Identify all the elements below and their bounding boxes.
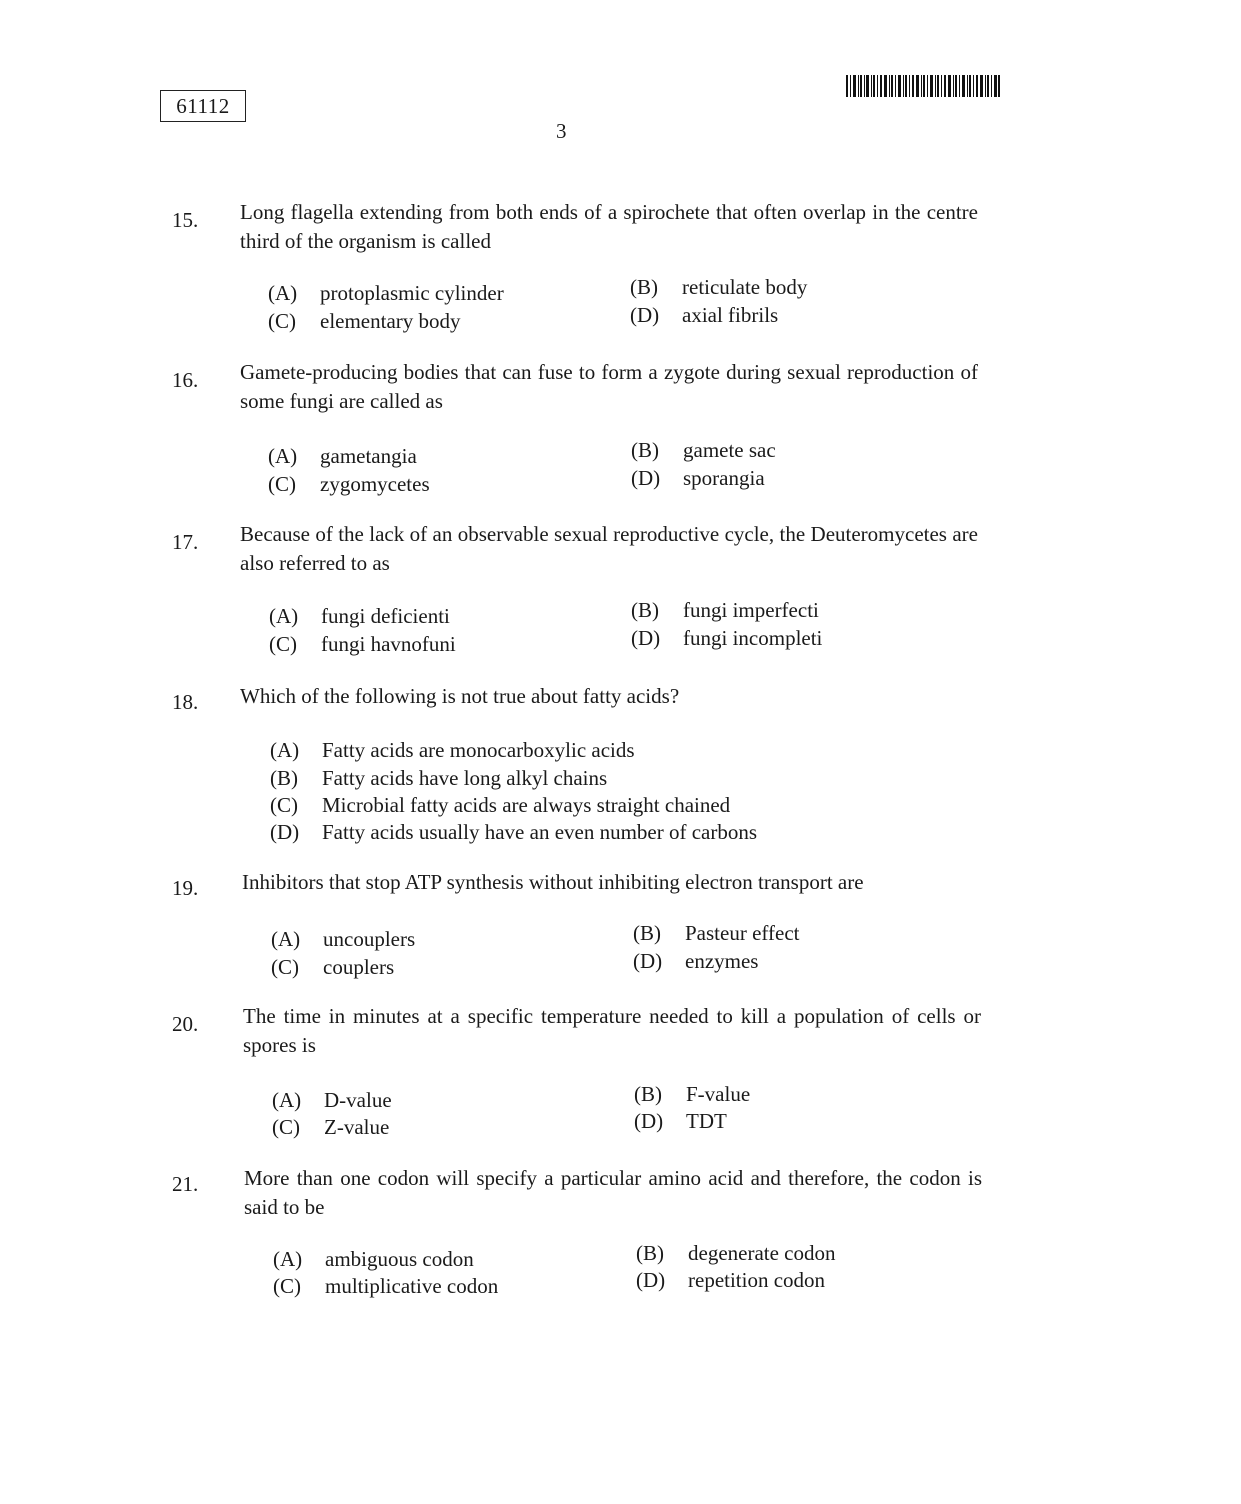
paper-code-box: 61112 [160, 90, 246, 122]
question-text: Which of the following is not true about fatty acids? [240, 684, 680, 708]
option-d [630, 303, 778, 328]
option-a [268, 444, 417, 469]
option-text: enzymes [685, 949, 759, 973]
option-label: (A) [268, 281, 298, 305]
option-b [631, 438, 776, 463]
option-label: (C) [268, 472, 296, 496]
option-label: (D) [634, 1109, 664, 1133]
option-d [631, 466, 765, 491]
option-text: Microbial fatty acids are always straight chained [322, 793, 731, 817]
option-b [636, 1241, 836, 1266]
option-text: gametangia [320, 444, 417, 468]
option-text: fungi imperfecti [683, 598, 819, 622]
option-b [633, 921, 799, 946]
question-text: Because of the lack of an observable sexual reproductive cycle, the Deuteromycetes are also referred to as [240, 522, 978, 575]
option-label: (A) [269, 604, 299, 628]
option-d [633, 949, 758, 974]
option-label: (D) [636, 1268, 666, 1292]
option-d [634, 1109, 727, 1134]
option-text: gamete sac [683, 438, 776, 462]
question-text: More than one codon will specify a particular amino acid and therefore, the codon is said to be [244, 1166, 982, 1219]
option-a [272, 1088, 392, 1113]
option-d [636, 1268, 825, 1293]
question-number: 15. [172, 208, 199, 232]
question-number: 18. [172, 690, 199, 714]
option-a [270, 738, 635, 763]
option-c [268, 309, 461, 334]
option-text: ambiguous codon [325, 1247, 474, 1271]
option-c [271, 955, 394, 980]
page-number: 3 [556, 119, 567, 143]
option-text: Fatty acids usually have an even number of carbons [322, 820, 758, 844]
option-label: (A) [268, 444, 298, 468]
option-text: reticulate body [682, 275, 808, 299]
option-label: (D) [270, 820, 300, 844]
question-number: 19. [172, 876, 199, 900]
option-text: F-value [686, 1082, 751, 1106]
option-label: (C) [270, 793, 298, 817]
option-a [271, 927, 415, 952]
question-text: Gamete-producing bodies that can fuse to form a zygote during sexual reproduction of some fungi are called as [240, 360, 978, 413]
option-b [631, 598, 819, 623]
option-text: Z-value [324, 1115, 390, 1139]
option-label: (A) [272, 1088, 302, 1112]
option-label: (B) [630, 275, 658, 299]
option-a [273, 1247, 474, 1272]
option-text: fungi deficienti [321, 604, 450, 628]
option-d [631, 626, 822, 651]
option-c [268, 472, 430, 497]
question-text: The time in minutes at a specific temperature needed to kill a population of cells or spores is [243, 1004, 981, 1057]
option-label: (B) [633, 921, 661, 945]
option-text: repetition codon [688, 1268, 826, 1292]
option-text: sporangia [683, 466, 765, 490]
option-b [270, 766, 607, 791]
option-text: Fatty acids have long alkyl chains [322, 766, 608, 790]
option-label: (B) [631, 598, 659, 622]
option-label: (A) [271, 927, 301, 951]
option-text: protoplasmic cylinder [320, 281, 504, 305]
option-a [268, 281, 504, 306]
question-number: 16. [172, 368, 199, 392]
option-b [630, 275, 807, 300]
option-c [269, 632, 456, 657]
option-c [270, 793, 730, 818]
option-label: (C) [271, 955, 299, 979]
option-text: uncouplers [323, 927, 416, 951]
option-label: (C) [268, 309, 296, 333]
option-text: fungi havnofuni [321, 632, 456, 656]
option-c [272, 1115, 389, 1140]
question-number: 21. [172, 1172, 199, 1196]
option-text: axial fibrils [682, 303, 779, 327]
option-label: (C) [269, 632, 297, 656]
option-label: (A) [273, 1247, 303, 1271]
option-label: (B) [634, 1082, 662, 1106]
option-label: (D) [630, 303, 660, 327]
option-text: D-value [324, 1088, 392, 1112]
option-label: (B) [636, 1241, 664, 1265]
question-text: Inhibitors that stop ATP synthesis without inhibiting electron transport are [242, 870, 864, 894]
question-text: Long flagella extending from both ends of a spirochete that often overlap in the centre third of the organism is called [240, 200, 978, 253]
option-text: couplers [323, 955, 395, 979]
option-text: degenerate codon [688, 1241, 836, 1265]
option-label: (C) [272, 1115, 300, 1139]
option-label: (D) [631, 626, 661, 650]
option-label: (D) [631, 466, 661, 490]
option-text: fungi incompleti [683, 626, 823, 650]
option-a [269, 604, 450, 629]
option-text: Fatty acids are monocarboxylic acids [322, 738, 635, 762]
option-text: TDT [686, 1109, 727, 1133]
option-c [273, 1274, 498, 1299]
option-text: multiplicative codon [325, 1274, 499, 1298]
option-b [634, 1082, 750, 1107]
option-d [270, 820, 757, 845]
option-label: (A) [270, 738, 300, 762]
option-label: (D) [633, 949, 663, 973]
barcode-icon [846, 75, 1000, 97]
question-number: 17. [172, 530, 199, 554]
option-text: zygomycetes [320, 472, 430, 496]
option-label: (B) [631, 438, 659, 462]
option-text: elementary body [320, 309, 461, 333]
option-label: (B) [270, 766, 298, 790]
option-text: Pasteur effect [685, 921, 800, 945]
question-number: 20. [172, 1012, 199, 1036]
option-label: (C) [273, 1274, 301, 1298]
